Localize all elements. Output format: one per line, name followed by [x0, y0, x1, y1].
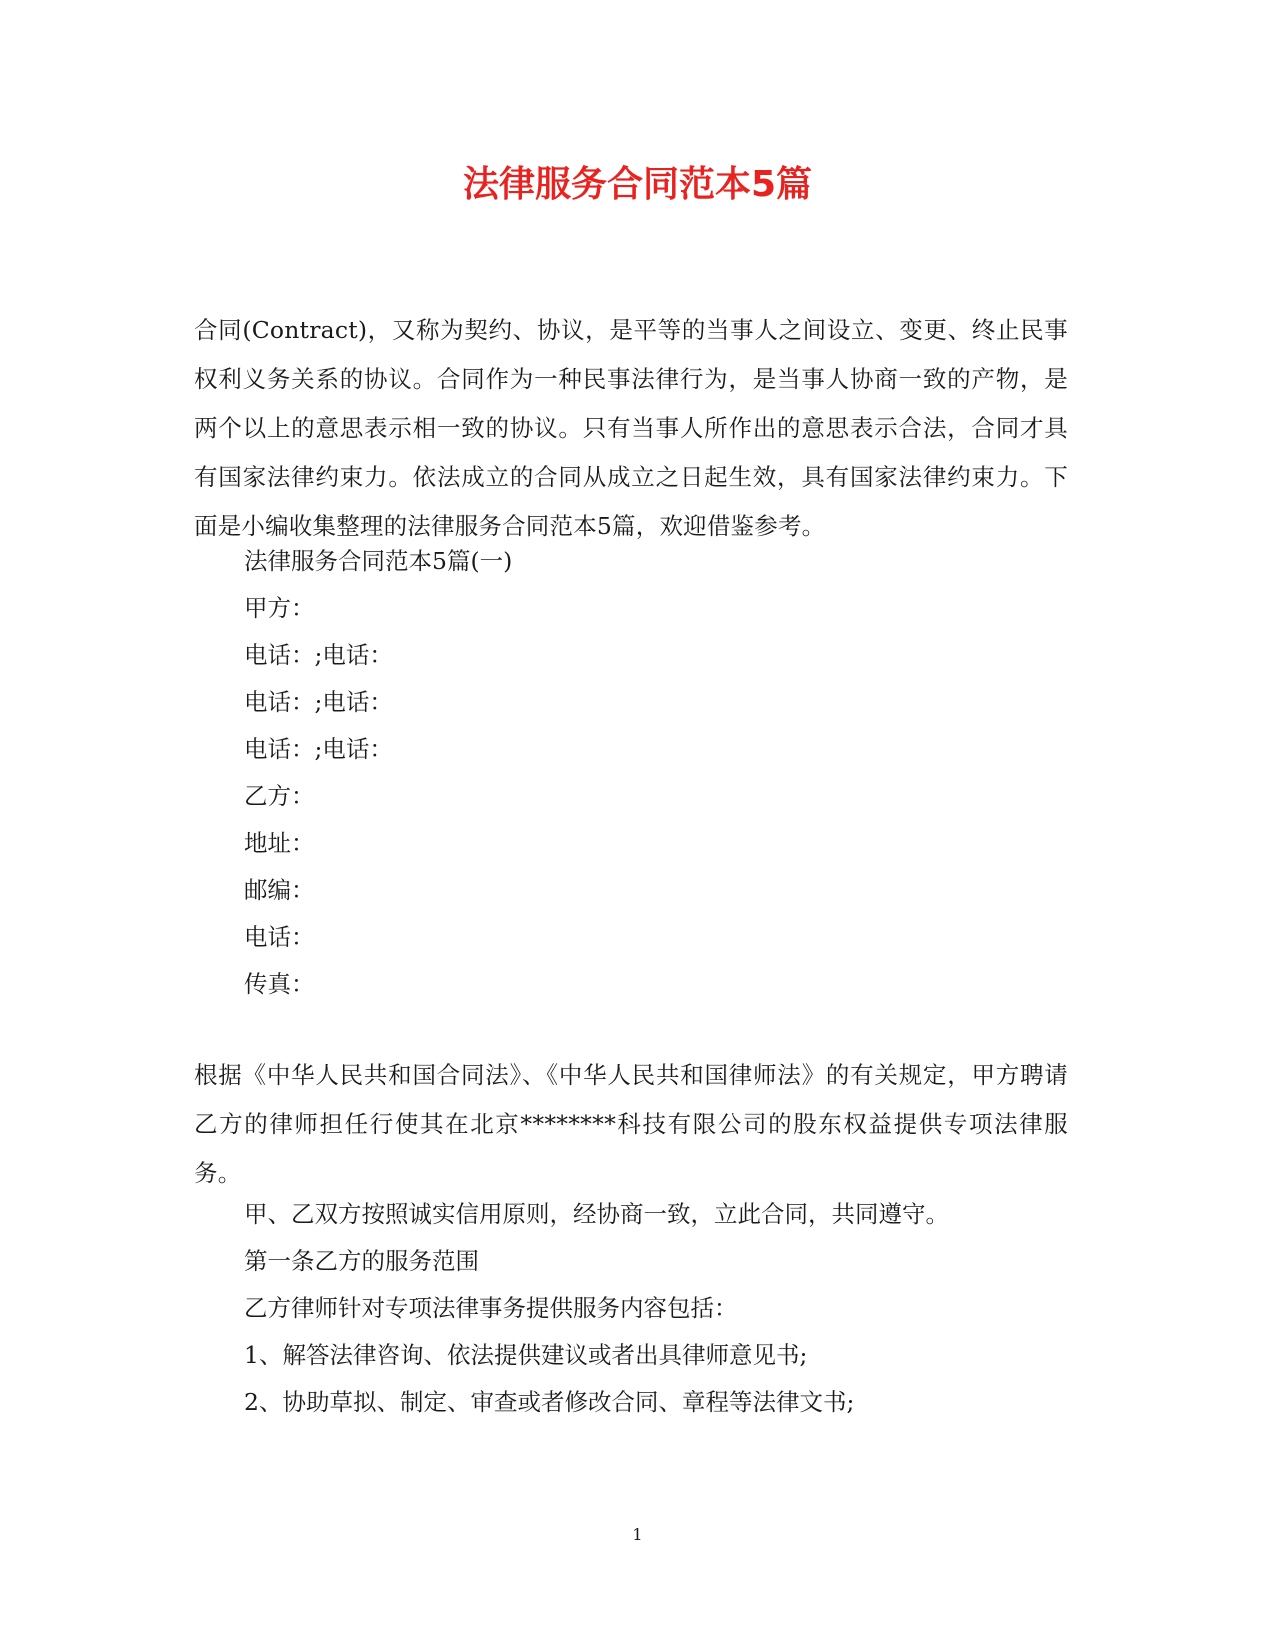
list-item-2: 2、协助草拟、制定、审查或者修改合同、章程等法律文书; [244, 1388, 855, 1416]
list-item-1: 1、解答法律咨询、依法提供建议或者出具律师意见书; [244, 1341, 808, 1369]
agreement-line: 甲、乙双方按照诚实信用原则，经协商一致，立此合同，共同遵守。 [244, 1200, 949, 1228]
phone-line-2: 电话：;电话： [244, 688, 393, 716]
fax-label: 传真： [244, 970, 315, 998]
address-label: 地址： [244, 829, 315, 857]
party-a-label: 甲方： [244, 594, 315, 622]
page-number: 1 [632, 1525, 643, 1544]
article-1-intro: 乙方律师针对专项法律事务提供服务内容包括： [244, 1294, 738, 1322]
phone-label: 电话： [244, 923, 315, 951]
basis-paragraph: 根据《中华人民共和国合同法》、《中华人民共和国律师法》的有关规定，甲方聘请乙方的律师担任行使其在北京********科技有限公司的股东权益提供专项法律服务。 [194, 1061, 1068, 1187]
phone-line-1: 电话：;电话： [244, 641, 393, 669]
party-b-label: 乙方： [244, 782, 315, 810]
phone-line-3: 电话：;电话： [244, 735, 393, 763]
article-1-heading: 第一条乙方的服务范围 [244, 1247, 479, 1275]
document-title: 法律服务合同范本5篇 [462, 164, 813, 205]
section-heading: 法律服务合同范本5篇(一) [244, 547, 513, 575]
postcode-label: 邮编： [244, 876, 315, 904]
intro-paragraph: 合同(Contract)，又称为契约、协议，是平等的当事人之间设立、变更、终止民事权利义务关系的协议。合同作为一种民事法律行为，是当事人协商一致的产物，是两个以上的意思表示相一致的协议。只有当事人所作出的意思表示合法，合同才具有国家法律约束力。依法成立的合同从成立之日起生效，具有国家法律约束力。下面是小编收集整理的法律服务合同范本5篇，欢迎借鉴参考。 [194, 316, 1068, 540]
